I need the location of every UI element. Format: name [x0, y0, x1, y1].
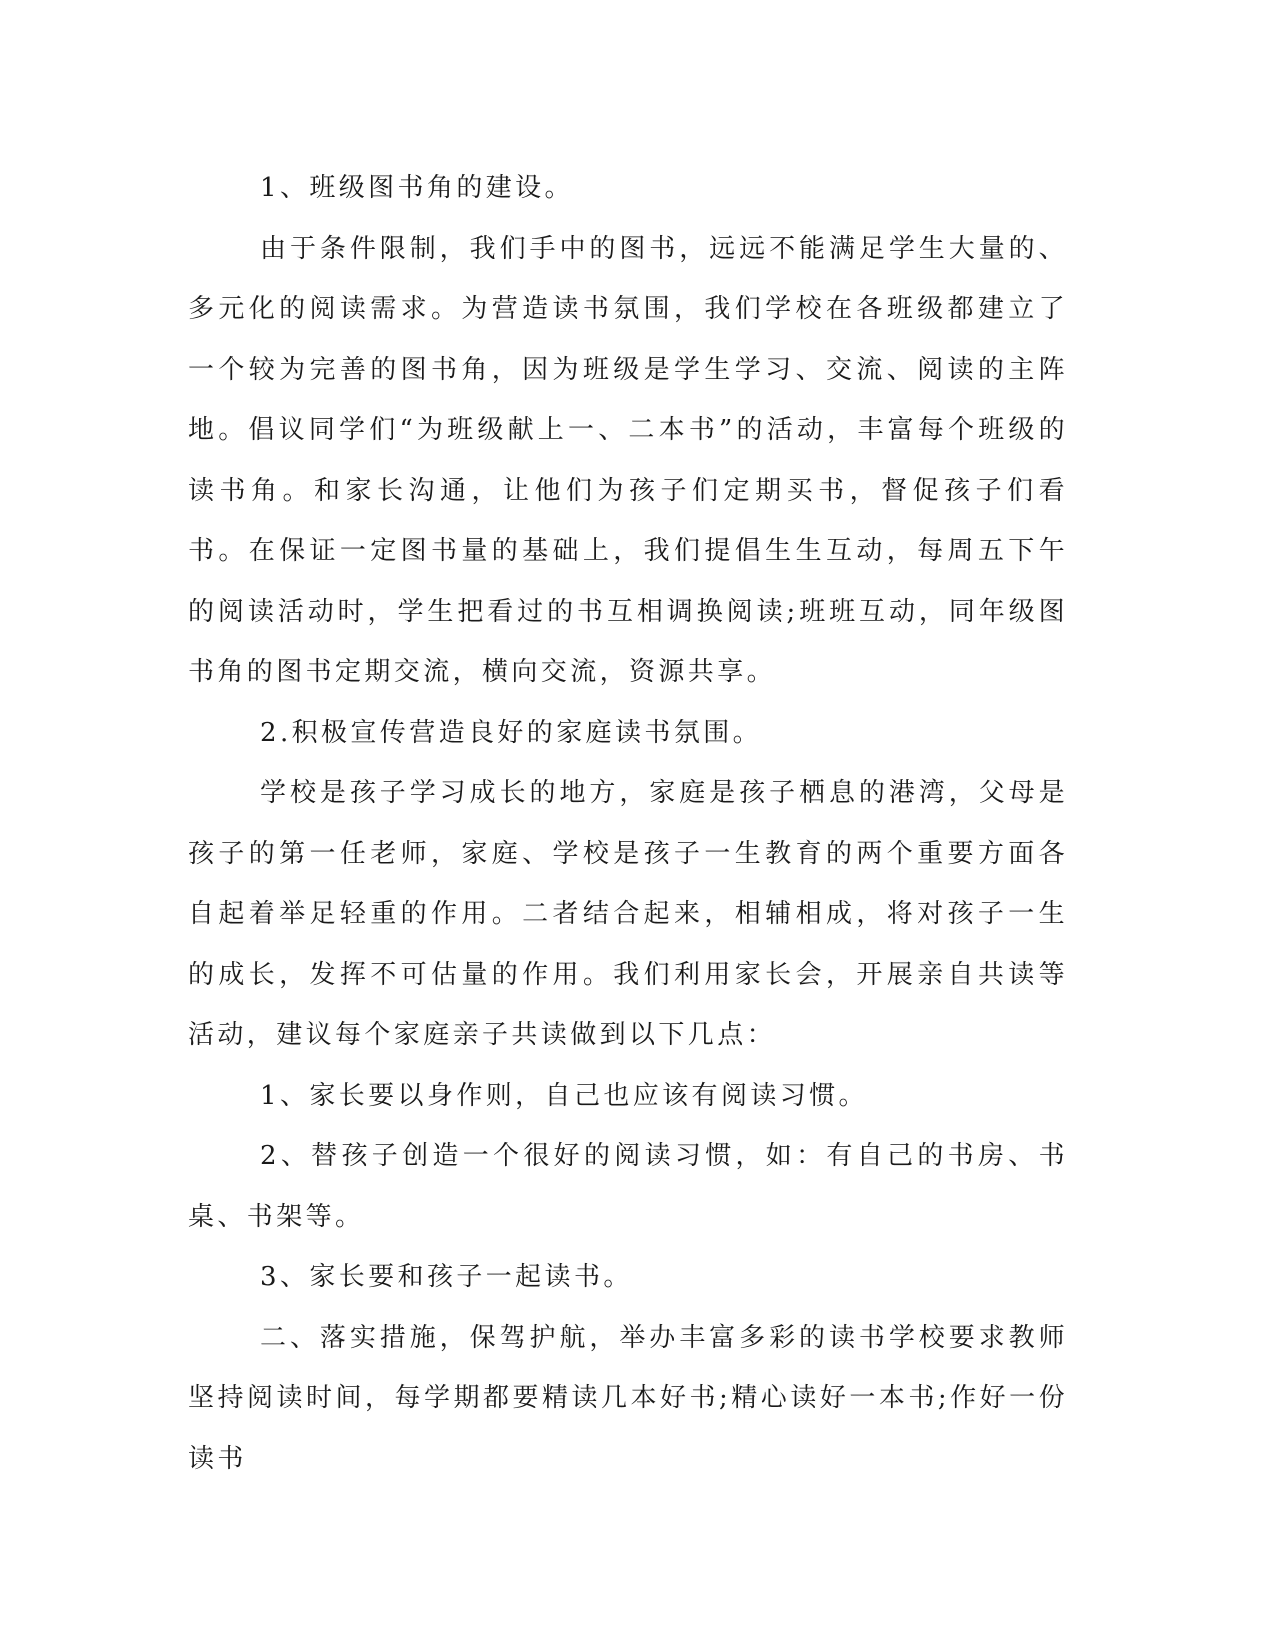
list-item-parents-lead-by-example: 1、家长要以身作则，自己也应该有阅读习惯。 [260, 1080, 868, 1111]
list-item-reading-environment: 2、替孩子创造一个很好的阅读习惯，如：有自己的书房、书桌、书架等。 [188, 1141, 1068, 1232]
paragraph-heading-class-library: 1、班级图书角的建设。 [260, 173, 574, 203]
paragraph-family-reading-details: 学校是孩子学习成长的地方，家庭是孩子栖息的港湾，父母是孩子的第一任老师，家庭、学校是孩子一生教育的两个重要方面各自起着举足轻重的作用。二者结合起来，相辅相成，将对孩子一生的成长，发挥不可估量的作用。我们利用家长会，开展亲自共读等活动，建议每个家庭亲子共读做到以下几点： [188, 778, 1068, 1050]
paragraph-section-two-measures: 二、落实措施，保驾护航，举办丰富多彩的读书学校要求教师坚持阅读时间，每学期都要精读几本好书;精心读好一本书;作好一份读书 [188, 1322, 1068, 1474]
list-item-read-together: 3、家长要和孩子一起读书。 [260, 1262, 633, 1292]
document-body [188, 158, 1068, 1489]
paragraph-heading-family-reading: 2.积极宣传营造良好的家庭读书氛围。 [260, 717, 763, 748]
paragraph-class-library-details: 由于条件限制，我们手中的图书，远远不能满足学生大量的、多元化的阅读需求。为营造读书氛围，我们学校在各班级都建立了一个较为完善的图书角，因为班级是学生学习、交流、阅读的主阵地。倡议同学们“为班级献上一、二本书”的活动，丰富每个班级的读书角。和家长沟通，让他们为孩子们定期买书，督促孩子们看书。在保证一定图书量的基础上，我们提倡生生互动，每周五下午的阅读活动时，学生把看过的书互相调换阅读;班班互动，同年级图书角的图书定期交流，横向交流，资源共享。 [188, 233, 1068, 687]
